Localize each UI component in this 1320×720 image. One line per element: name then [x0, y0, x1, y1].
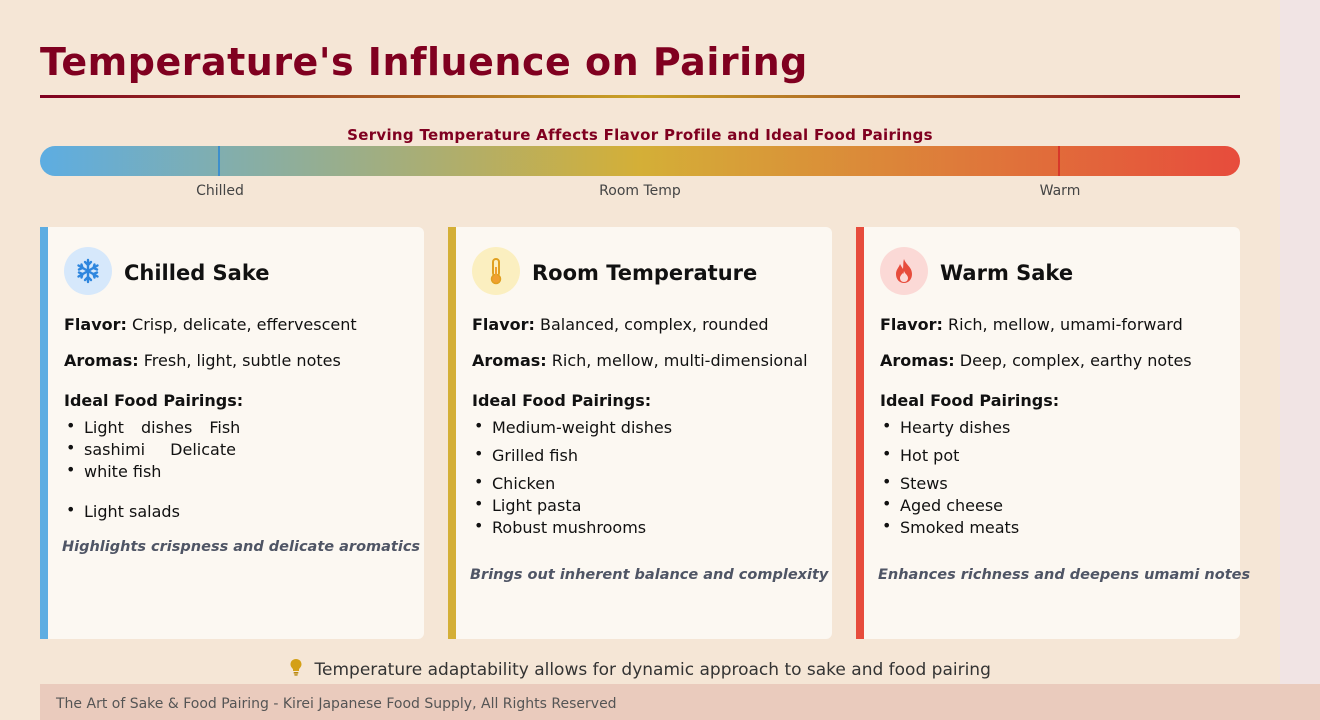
- bottom-note-text: Temperature adaptability allows for dynamic approach to sake and food pairing: [314, 660, 991, 680]
- list-item: • sashimi Delicate: [64, 439, 404, 461]
- list-item: • Light dishes Fish: [64, 417, 244, 439]
- footer-text: The Art of Sake & Food Pairing - Kirei Japanese Food Supply, All Rights Reserved: [56, 696, 617, 712]
- scale-label-room: Room Temp: [599, 183, 681, 199]
- card-note: Highlights crispness and delicate aromatics: [62, 539, 421, 555]
- card-note: Enhances richness and deepens umami notes: [878, 567, 1251, 583]
- flavor-line: Flavor: Rich, mellow, umami-forward: [880, 315, 1183, 334]
- footer: [40, 684, 1320, 720]
- warm-marker: [1058, 146, 1060, 176]
- card-title: Warm Sake: [940, 261, 1074, 285]
- list-item: • white fish: [64, 461, 404, 483]
- title-divider: [40, 95, 1240, 98]
- list-item: • Chicken: [472, 473, 812, 495]
- flavor-line: Flavor: Crisp, delicate, effervescent: [64, 315, 357, 334]
- pairings-heading: Ideal Food Pairings:: [64, 391, 244, 410]
- aromas-line: Aromas: Fresh, light, subtle notes: [64, 351, 341, 370]
- card-title: Room Temperature: [532, 261, 758, 285]
- pairings-heading: Ideal Food Pairings:: [880, 391, 1060, 410]
- list-item: • Robust mushrooms: [472, 517, 812, 539]
- flavor-line: Flavor: Balanced, complex, rounded: [472, 315, 769, 334]
- pairings-heading: Ideal Food Pairings:: [472, 391, 652, 410]
- card-chilled-sake: [40, 227, 424, 639]
- list-item: • Light salads: [64, 501, 404, 523]
- lightbulb-icon: [289, 660, 308, 680]
- pairings-list: [64, 417, 404, 529]
- aromas-line: Aromas: Rich, mellow, multi-dimensional: [472, 351, 808, 370]
- list-item: • Hot pot: [880, 445, 1220, 467]
- card-room-temperature: [448, 227, 832, 639]
- card-title: Chilled Sake: [124, 261, 270, 285]
- list-item: • Aged cheese: [880, 495, 1220, 517]
- card-warm-sake: [856, 227, 1251, 639]
- snowflake-icon: [64, 247, 112, 295]
- card-note: Brings out inherent balance and complexity: [470, 567, 829, 583]
- page-title: Temperature's Influence on Pairing: [40, 40, 808, 84]
- flame-icon: [880, 247, 928, 295]
- thermometer-icon: [472, 247, 520, 295]
- list-item: • Stews: [880, 473, 1220, 495]
- thermometer-label: Serving Temperature Affects Flavor Profile and Ideal Food Pairings: [347, 126, 933, 144]
- temperature-gradient-bar: [40, 146, 1240, 176]
- list-item: • Light pasta: [472, 495, 812, 517]
- bottom-note: [0, 658, 1280, 680]
- list-item: • Hearty dishes: [880, 417, 1220, 439]
- scale-label-chilled: Chilled: [196, 183, 244, 199]
- chilled-marker: [218, 146, 220, 176]
- list-item: • Medium-weight dishes: [472, 417, 812, 439]
- list-item: • Smoked meats: [880, 517, 1220, 539]
- aromas-line: Aromas: Deep, complex, earthy notes: [880, 351, 1192, 370]
- scale-label-warm: Warm: [1039, 183, 1081, 199]
- list-item: • Grilled fish: [472, 445, 812, 467]
- pairings-list: [880, 417, 1220, 545]
- pairings-list: [472, 417, 812, 545]
